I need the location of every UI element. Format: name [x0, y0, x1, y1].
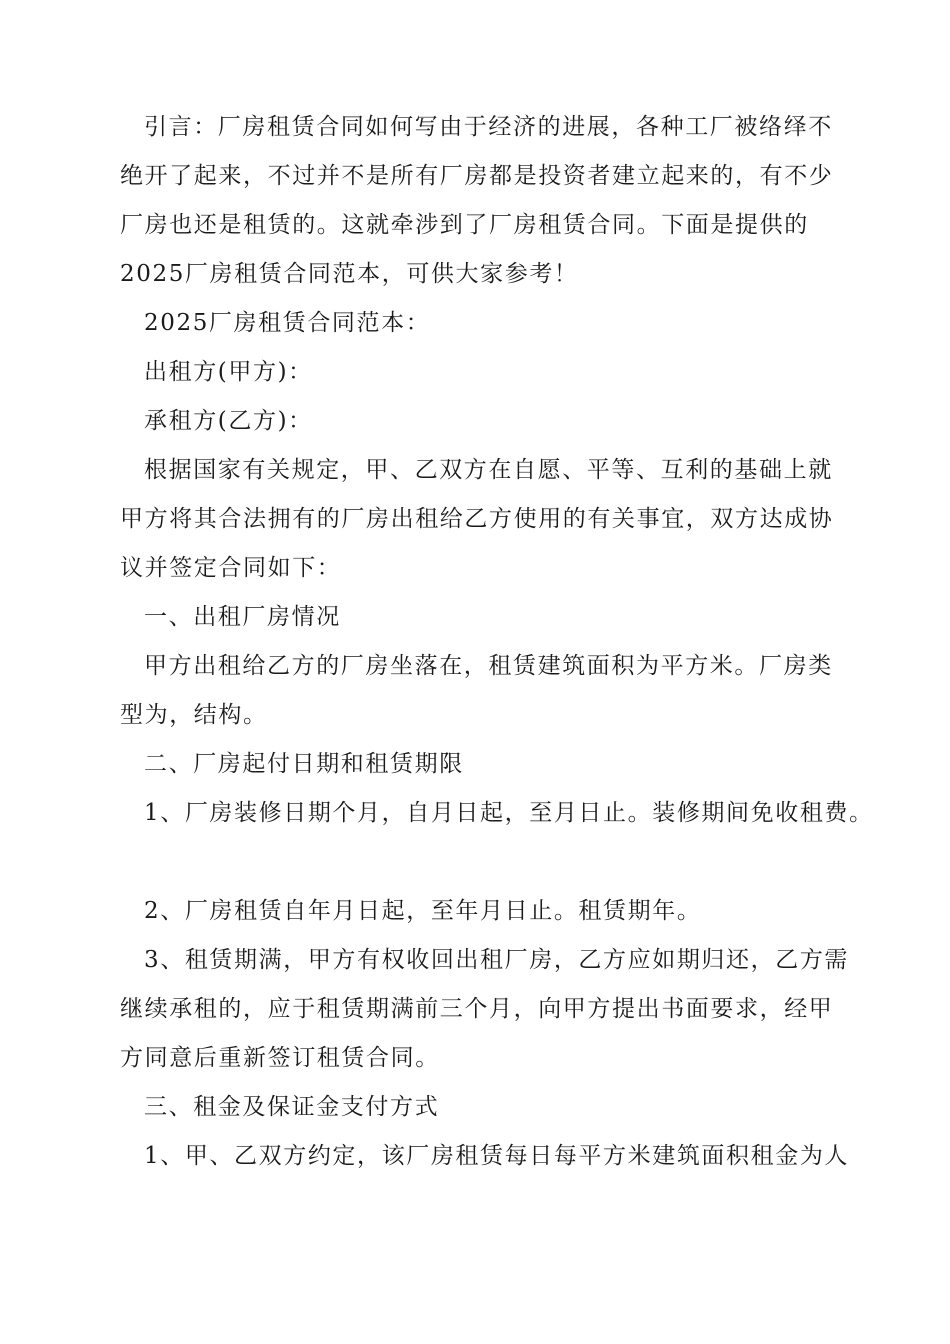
section-heading-2: 二、厂房起付日期和租赁期限	[144, 751, 464, 777]
contract-title: 2025厂房租赁合同范本：	[144, 310, 431, 336]
section-2-item-3-line-1: 3、租赁期满，甲方有权收回出租厂房，乙方应如期归还，乙方需	[144, 947, 850, 973]
section-heading-3: 三、租金及保证金支付方式	[144, 1094, 440, 1120]
intro-line-2: 绝开了起来，不过并不是所有厂房都是投资者建立起来的，有不少	[120, 163, 834, 189]
section-heading-1: 一、出租厂房情况	[144, 604, 341, 630]
section-1-line-1: 甲方出租给乙方的厂房坐落在，租赁建筑面积为平方米。厂房类	[144, 653, 833, 679]
section-3-item-1: 1、甲、乙双方约定，该厂房租赁每日每平方米建筑面积租金为人	[144, 1143, 850, 1169]
blank-line	[120, 838, 840, 887]
intro-line-1: 引言：厂房租赁合同如何写由于经济的进展，各种工厂被络绎不	[144, 114, 833, 140]
intro-line-3: 厂房也还是租赁的。这就牵涉到了厂房租赁合同。下面是提供的	[120, 212, 809, 238]
section-2-item-1: 1、厂房装修日期个月，自月日起，至月日止。装修期间免收租费。	[144, 800, 874, 826]
intro-line-4: 2025厂房租赁合同范本，可供大家参考！	[120, 261, 579, 287]
preamble-line-1: 根据国家有关规定，甲、乙双方在自愿、平等、互利的基础上就	[144, 457, 833, 483]
lessor-line: 出租方(甲方)：	[144, 359, 313, 385]
section-2-item-3-line-2: 继续承租的，应于租赁期满前三个月，向甲方提出书面要求，经甲	[120, 996, 834, 1022]
document-body	[120, 103, 874, 1181]
preamble-line-2: 甲方将其合法拥有的厂房出租给乙方使用的有关事宜，双方达成协	[120, 506, 834, 532]
section-2-item-3-line-3: 方同意后重新签订租赁合同。	[120, 1045, 440, 1071]
section-1-line-2: 型为，结构。	[120, 702, 268, 728]
section-2-item-2: 2、厂房租赁自年月日起，至年月日止。租赁期年。	[144, 898, 702, 924]
lessee-line: 承租方(乙方)：	[144, 408, 313, 434]
preamble-line-3: 议并签定合同如下：	[120, 555, 342, 581]
